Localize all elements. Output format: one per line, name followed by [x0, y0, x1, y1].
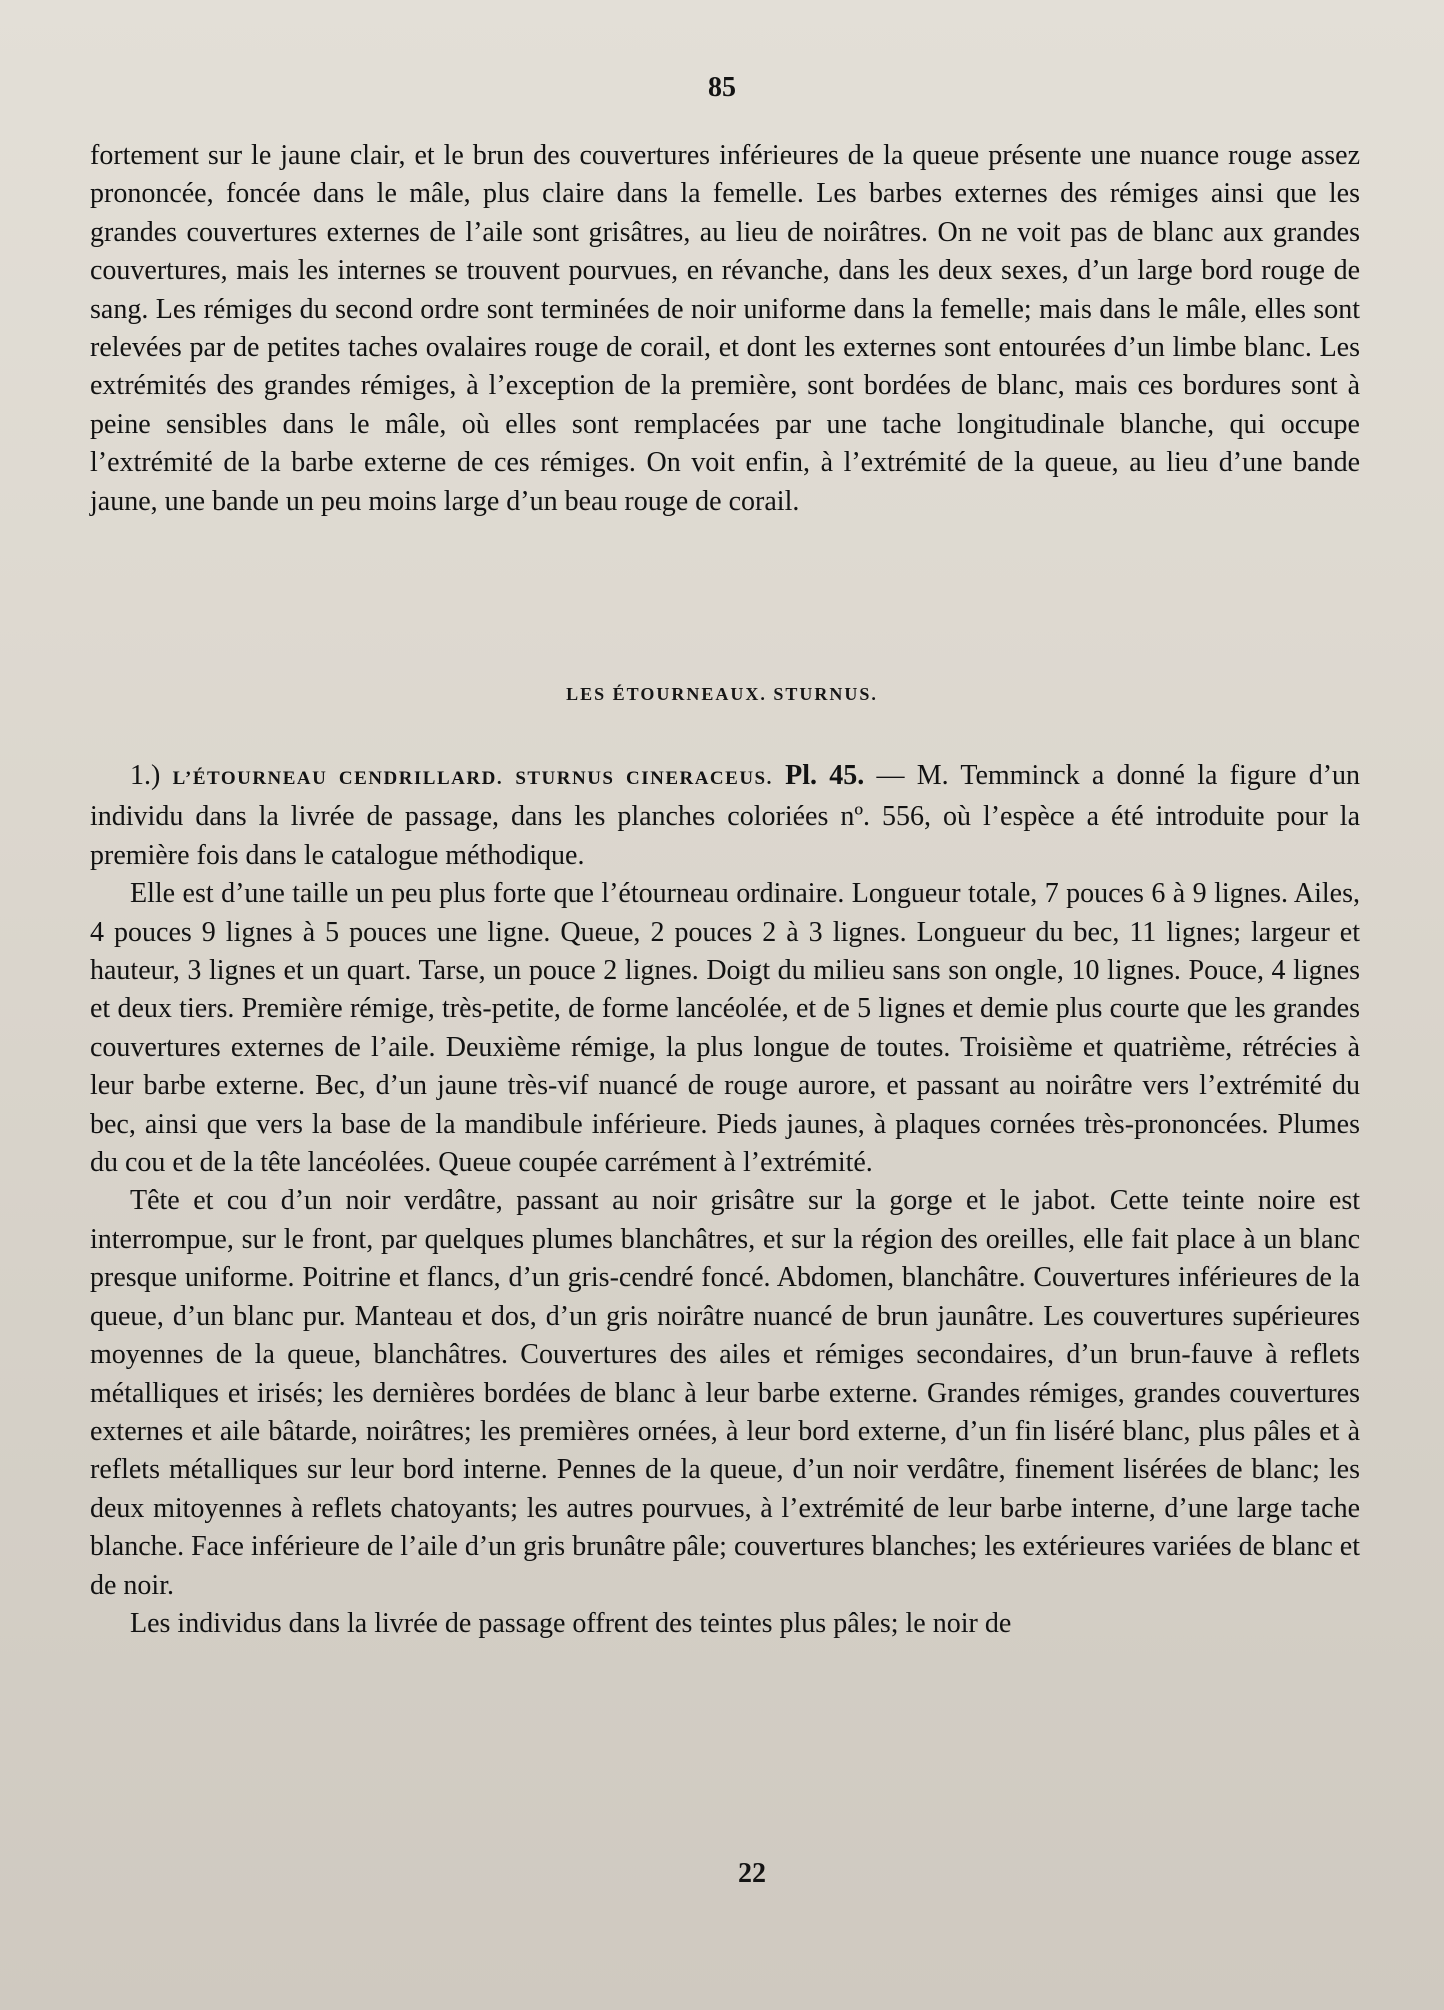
continued-paragraph-block: [90, 137, 1360, 521]
species-entry: [90, 757, 1360, 1643]
entry-plate-reference: Pl. 45.: [785, 760, 865, 791]
entry-number: 1.): [130, 760, 161, 791]
entry-latin-name: STURNUS CINERACEUS.: [515, 768, 773, 789]
plumage-paragraph: Tête et cou d’un noir verdâtre, passant au noir grisâtre sur la gorge et le jabot. Cette teinte noire est interrompue, sur le front, par quelques plumes blanchâtres, et sur la région des oreilles, elle fait place à un blanc presque uniforme. Poitrine et flancs, d’un gris-cendré foncé. Abdomen, blanchâtre. Couvertures inférieures de la queue, d’un blanc pur. Manteau et dos, d’un gris noirâtre nuancé de brun jaunâtre. Les couvertures supérieures moyennes de la queue, blanchâtres. Couvertures des ailes et rémiges secondaires, d’un brun-fauve à reflets métalliques et irisés; les dernières bordées de blanc à leur barbe externe. Grandes rémiges, grandes couvertures externes et aile bâtarde, noirâtres; les premières ornées, à leur bord externe, d’un fin liséré blanc, plus pâles et à reflets métalliques sur leur bord interne. Pennes de la queue, d’un noir verdâtre, finement lisérées de blanc; les deux mitoyennes à reflets chatoyants; les autres pourvues, à l’extrémité de leur barbe interne, d’une large tache blanche. Face inférieure de l’aile d’un gris brunâtre pâle; couvertures blanches; les extérieures variées de blanc et de noir.: [90, 1185, 1360, 1601]
passage-livery-paragraph: Les individus dans la livrée de passage offrent des teintes plus pâles; le noir de: [130, 1607, 1012, 1639]
entry-intro-paragraph: [90, 757, 1360, 875]
page-number: 85: [708, 72, 736, 103]
entry-intro-text: — M. Temminck a donné la figure d’un individu dans la livrée de passage, dans les planches coloriées nº. 556, où l’espèce a été introduite pour la première fois dans le catalogue méthodique.: [90, 760, 1361, 871]
section-heading: LES ÉTOURNEAUX. STURNUS.: [566, 684, 878, 704]
measurements-paragraph: Elle est d’une taille un peu plus forte que l’étourneau ordinaire. Longueur totale, 7 pouces 6 à 9 lignes. Ailes, 4 pouces 9 lignes à 5 pouces une ligne. Queue, 2 pouces 2 à 3 lignes. Longueur du bec, 11 lignes; largeur et hauteur, 3 lignes et un quart. Tarse, un pouce 2 lignes. Doigt du milieu sans son ongle, 10 lignes. Pouce, 4 lignes et deux tiers. Première rémige, très-petite, de forme lancéolée, et de 5 lignes et demie plus courte que les grandes couvertures externes de l’aile. Deuxième rémige, la plus longue de toutes. Troisième et quatrième, rétrécies à leur barbe externe. Bec, d’un jaune très-vif nuancé de rouge aurore, et passant au noirâtre vers l’extrémité du bec, ainsi que vers la base de la mandibule inférieure. Pieds jaunes, à plaques cornées très-prononcées. Plumes du cou et de la tête lancéolées. Queue coupée carrément à l’extrémité.: [90, 878, 1360, 1179]
entry-common-name: L’ÉTOURNEAU CENDRILLARD.: [172, 768, 504, 789]
continued-paragraph: fortement sur le jaune clair, et le brun des couvertures inférieures de la queue présente une nuance rouge assez prononcée, foncée dans le mâle, plus claire dans la femelle. Les barbes externes des rémiges ainsi que les grandes couvertures externes de l’aile sont grisâtres, au lieu de noirâtres. On ne voit pas de blanc aux grandes couvertures, mais les internes se trouvent pourvues, en révanche, dans les deux sexes, d’un large bord rouge de sang. Les rémiges du second ordre sont terminées de noir uniforme dans la femelle; mais dans le mâle, elles sont relevées par de petites taches ovalaires rouge de corail, et dont les externes sont entourées d’un limbe blanc. Les extrémités des grandes rémiges, à l’exception de la première, sont bordées de blanc, mais ces bordures sont à peine sensibles dans le mâle, où elles sont remplacées par une tache longitudinale blanche, qui occupe l’extrémité de la barbe externe de ces rémiges. On voit enfin, à l’extrémité de la queue, au lieu d’une bande jaune, une bande un peu moins large d’un beau rouge de corail.: [90, 140, 1360, 517]
signature-mark: 22: [738, 1858, 766, 1889]
